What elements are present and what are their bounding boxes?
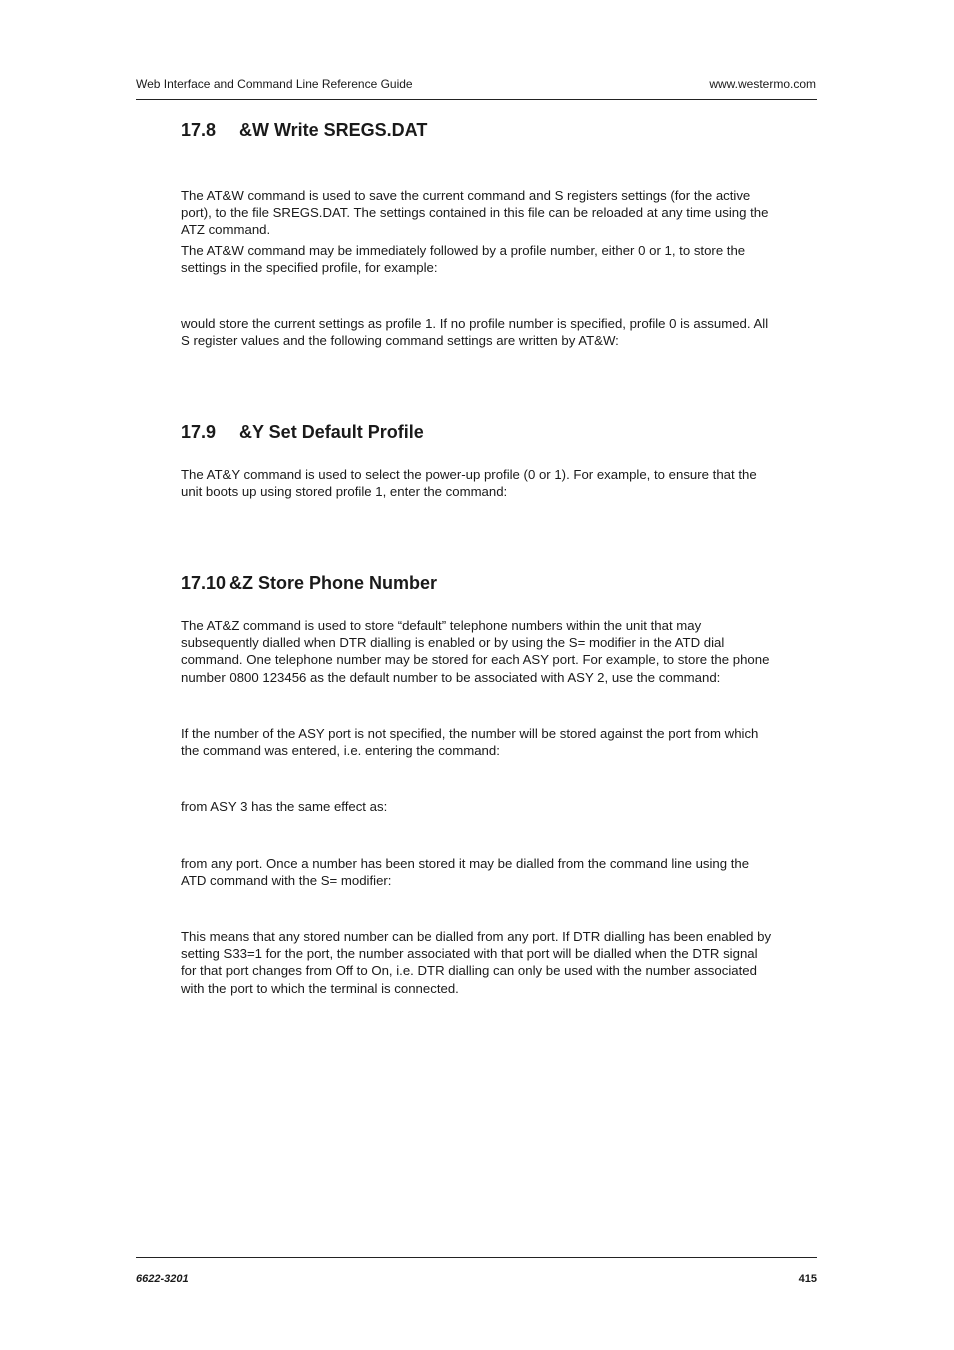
header-divider bbox=[136, 99, 817, 100]
section-heading-17-9 bbox=[181, 422, 424, 443]
footer-divider bbox=[136, 1257, 817, 1258]
paragraph: The AT&W command is used to save the current command and S registers settings (for the active port), to the file SREGS.DAT. The settings contained in this file can be reloaded at any time using the ATZ command. bbox=[181, 188, 769, 238]
section-title: &Z Store Phone Number bbox=[229, 573, 438, 593]
section-number: 17.8 bbox=[181, 120, 217, 140]
section-number: 17.9 bbox=[181, 422, 217, 442]
paragraph: The AT&Z command is used to store “default” telephone numbers within the unit that may subsequently dialled when DTR dialling is enabled or by using the S= modifier in the ATD dial command. One telephone number may be stored for each ASY port. For example, to store the phone number 0800 123456 as the default number to be associated with ASY 2, use the command: bbox=[181, 618, 770, 685]
paragraph: from ASY 3 has the same effect as: bbox=[181, 799, 388, 814]
paragraph: The AT&Y command is used to select the power-up profile (0 or 1). For example, to ensure that the unit boots up using stored profile 1, enter the command: bbox=[181, 467, 757, 500]
paragraph: would store the current settings as profile 1. If no profile number is specified, profile 0 is assumed. All S register values and the following command settings are written by AT&W: bbox=[181, 316, 769, 349]
section-title: &W Write SREGS.DAT bbox=[239, 120, 428, 140]
paragraph: This means that any stored number can be dialled from any port. If DTR dialling has been enabled by setting S33=1 for the port, the number associated with that port will be dialled when the DTR signal for that port changes from Off to On, i.e. DTR dialling can only be used with the number associated with the port to which the terminal is connected. bbox=[181, 929, 772, 996]
page-number: 415 bbox=[798, 1273, 817, 1285]
paragraph: The AT&W command may be immediately followed by a profile number, either 0 or 1, to store the settings in the specified profile, for example: bbox=[181, 243, 746, 276]
website-link[interactable]: www.westermo.com bbox=[709, 77, 816, 91]
section-title: &Y Set Default Profile bbox=[239, 422, 424, 442]
section-heading-17-8 bbox=[181, 120, 427, 141]
section-heading-17-10 bbox=[181, 573, 437, 594]
section-number: 17.10 bbox=[181, 573, 227, 593]
document-number: 6622-3201 bbox=[136, 1273, 189, 1285]
paragraph: If the number of the ASY port is not specified, the number will be stored against the port from which the command was entered, i.e. entering the command: bbox=[181, 726, 759, 759]
document-title: Web Interface and Command Line Reference Guide bbox=[136, 77, 413, 91]
paragraph: from any port. Once a number has been stored it may be dialled from the command line using the ATD command with the S= modifier: bbox=[181, 856, 750, 889]
